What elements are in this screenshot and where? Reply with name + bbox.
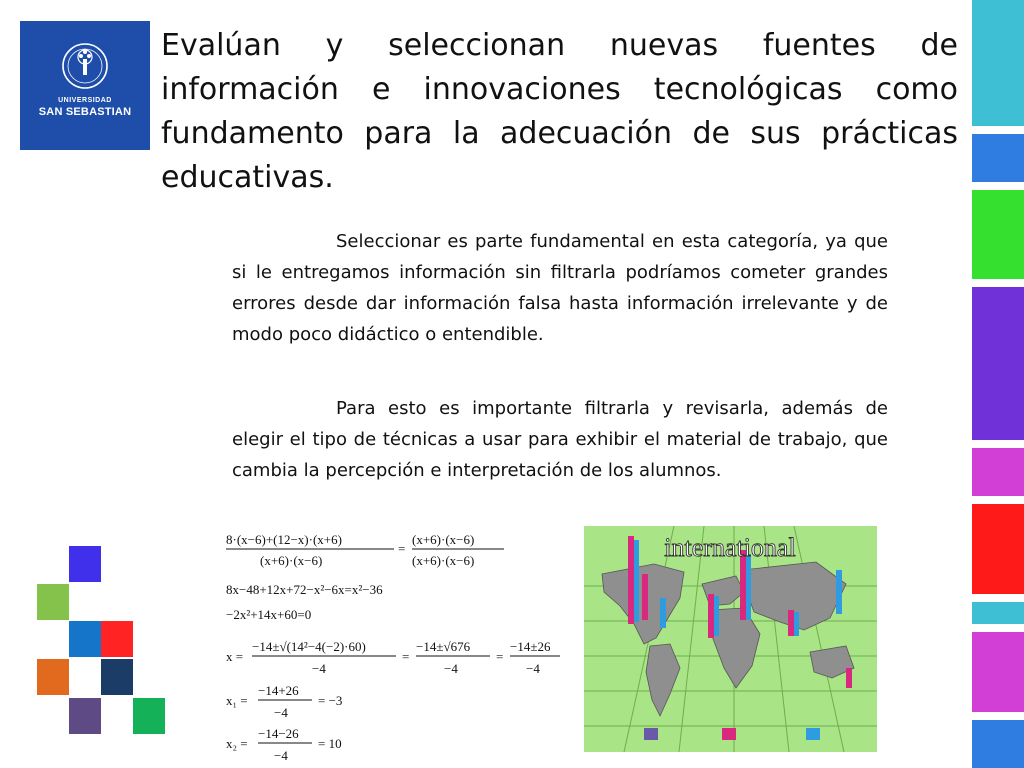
svg-text:−4: −4 [274,705,288,720]
deco-square-blue [69,546,101,582]
svg-text:(x+6)·(x−6): (x+6)·(x−6) [260,553,323,568]
right-bar-blue [972,134,1024,182]
deco-square-green [37,584,69,620]
svg-text:x₂ =: x₂ = [226,736,248,751]
svg-text:=: = [398,541,406,556]
right-bar-cyan [972,0,1024,126]
svg-text:=: = [402,649,410,664]
paragraph-1 [232,226,888,350]
svg-text:−2x²+14x+60=0: −2x²+14x+60=0 [226,607,312,622]
svg-text:−4: −4 [274,748,288,763]
svg-text:−4: −4 [444,661,458,676]
world-map-image [584,526,877,752]
right-bar-magenta [972,448,1024,496]
svg-text:(x+6)·(x−6): (x+6)·(x−6) [412,532,475,547]
deco-square-mid-blue [69,621,101,657]
right-bar-purple [972,287,1024,440]
deco-square-orange [37,659,69,695]
svg-text:−14+26: −14+26 [258,683,299,698]
paragraph-2 [232,393,888,486]
slide-title: Evalúan y seleccionan nuevas fuentes de información e innovaciones tecnológicas como fundamento para la adecuación de sus prácticas educativas. [161,28,958,195]
svg-text:−14±26: −14±26 [510,639,551,654]
right-bar-cyan-small [972,602,1024,624]
right-bar-green [972,190,1024,279]
right-bar-magenta-2 [972,632,1024,712]
svg-text:−4: −4 [526,661,540,676]
svg-text:−4: −4 [312,661,326,676]
svg-text:−14−26: −14−26 [258,726,299,741]
deco-square-red [101,621,133,657]
svg-text:= 10: = 10 [318,736,342,751]
crest-icon [20,21,150,150]
svg-text:−14±√676: −14±√676 [416,639,471,654]
university-logo [20,21,150,150]
map-title-text: international [664,533,796,562]
deco-square-emerald [133,698,165,734]
deco-square-violet [69,698,101,734]
right-bar-red [972,504,1024,594]
logo-name-text: SAN SEBASTIAN [38,106,132,118]
svg-text:(x+6)·(x−6): (x+6)·(x−6) [412,553,475,568]
deco-square-navy [101,659,133,695]
svg-text:x₁ =: x₁ = [226,693,248,708]
paragraph-1-text: Seleccionar es parte fundamental en esta categoría, ya que si le entregamos información sin filtrarla podríamos cometer grandes errores desde dar información falsa hasta información irrelevante y de modo poco didáctico o entendible. [232,231,888,345]
logo-university-text: UNIVERSIDAD [58,97,112,104]
svg-text:x =: x = [226,649,244,664]
right-bar-blue-2 [972,720,1024,768]
svg-text:8x−48+12x+72−x²−6x=x²−36: 8x−48+12x+72−x²−6x=x²−36 [226,582,383,597]
svg-text:= −3: = −3 [318,693,343,708]
svg-text:−14±√(14²−4(−2)·60): −14±√(14²−4(−2)·60) [252,639,366,654]
svg-text:=: = [496,649,504,664]
svg-text:8·(x−6)+(12−x)·(x+6): 8·(x−6)+(12−x)·(x+6) [226,532,342,547]
paragraph-2-text: Para esto es importante filtrarla y revisarla, además de elegir el tipo de técnicas a usar para exhibir el material de trabajo, que cambia la percepción e interpretación de los alumnos. [232,398,888,481]
equation-image [224,528,574,768]
